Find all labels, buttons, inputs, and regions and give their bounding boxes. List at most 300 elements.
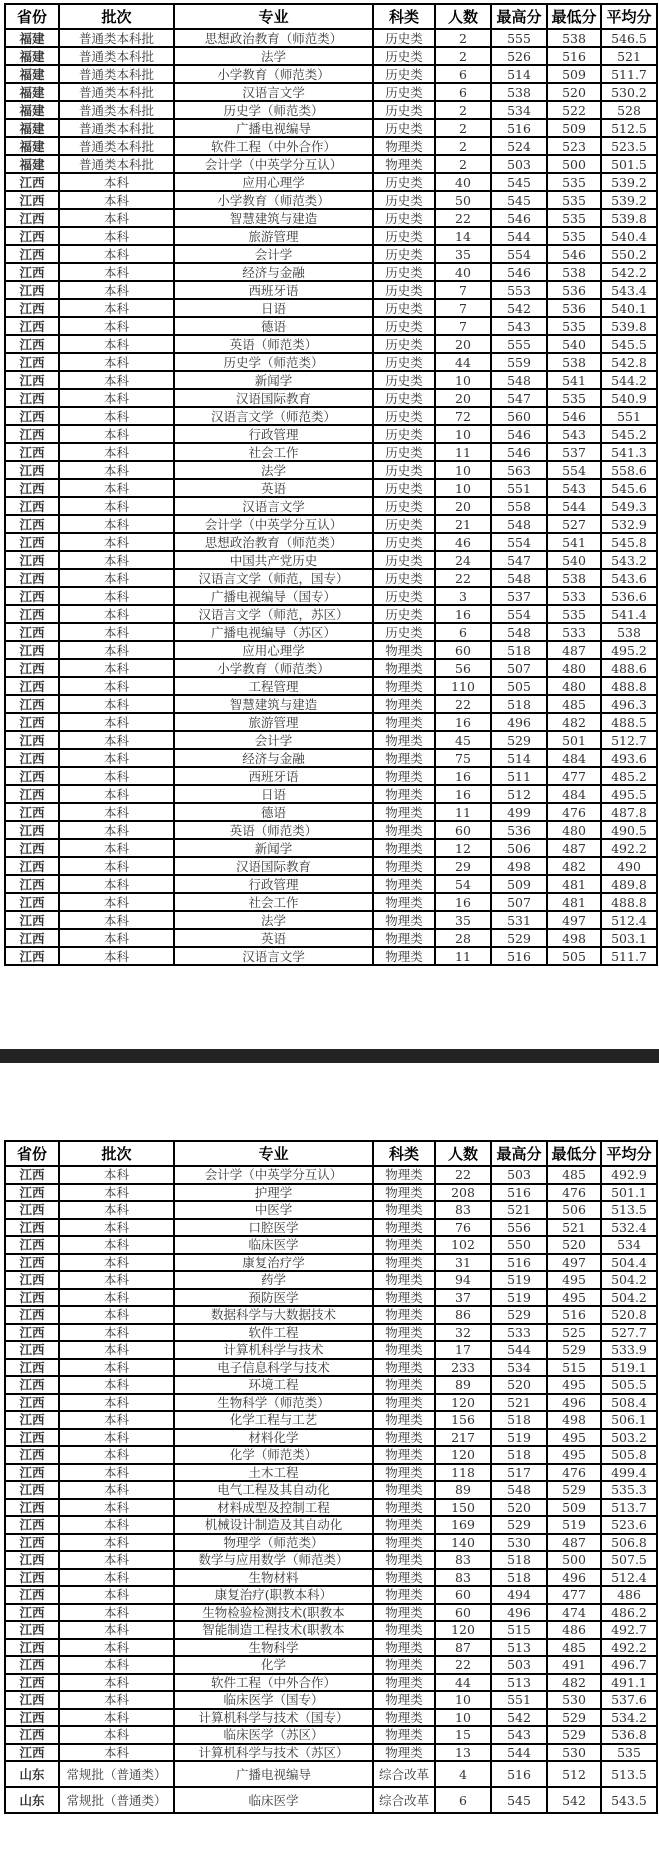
- cell-max-score: 547: [491, 389, 547, 407]
- cell-batch: 本科: [59, 1394, 174, 1412]
- cell-province: 江西: [5, 821, 59, 839]
- cell-province: 江西: [5, 1446, 59, 1464]
- cell-major: 汉语国际教育: [174, 857, 373, 875]
- cell-count: 156: [435, 1411, 491, 1429]
- cell-count: 21: [435, 515, 491, 533]
- cell-subject-type: 物理类: [373, 749, 435, 767]
- column-header-min-score: 最低分: [547, 1141, 601, 1166]
- cell-avg-score: 558.6: [601, 461, 657, 479]
- cell-count: 7: [435, 317, 491, 335]
- cell-batch: 本科: [59, 857, 174, 875]
- table-row: [5, 587, 657, 605]
- cell-count: 13: [435, 1744, 491, 1762]
- cell-province: 江西: [5, 623, 59, 641]
- cell-avg-score: 488.5: [601, 713, 657, 731]
- cell-avg-score: 537.6: [601, 1691, 657, 1709]
- cell-batch: 本科: [59, 1726, 174, 1744]
- cell-max-score: 520: [491, 1499, 547, 1517]
- cell-avg-score: 486.2: [601, 1604, 657, 1622]
- table-row: [5, 1254, 657, 1272]
- cell-avg-score: 512.4: [601, 1569, 657, 1587]
- cell-count: 32: [435, 1324, 491, 1342]
- cell-min-score: 496: [547, 1394, 601, 1412]
- cell-major: 行政管理: [174, 875, 373, 893]
- cell-major: 化学工程与工艺: [174, 1411, 373, 1429]
- cell-batch: 本科: [59, 749, 174, 767]
- cell-count: 233: [435, 1359, 491, 1377]
- cell-min-score: 520: [547, 83, 601, 101]
- table-row: [5, 1411, 657, 1429]
- cell-major: 智慧建筑与建造: [174, 209, 373, 227]
- cell-min-score: 541: [547, 533, 601, 551]
- cell-batch: 本科: [59, 317, 174, 335]
- cell-min-score: 509: [547, 65, 601, 83]
- cell-min-score: 481: [547, 893, 601, 911]
- cell-count: 87: [435, 1639, 491, 1657]
- cell-count: 14: [435, 227, 491, 245]
- column-header-major: 专业: [174, 1141, 373, 1166]
- cell-min-score: 480: [547, 659, 601, 677]
- table-row: [5, 227, 657, 245]
- cell-max-score: 554: [491, 605, 547, 623]
- cell-max-score: 529: [491, 731, 547, 749]
- table-row: [5, 1744, 657, 1762]
- table-row: [5, 1551, 657, 1569]
- cell-min-score: 544: [547, 497, 601, 515]
- cell-max-score: 530: [491, 1534, 547, 1552]
- cell-province: 江西: [5, 1341, 59, 1359]
- cell-count: 7: [435, 299, 491, 317]
- cell-min-score: 484: [547, 749, 601, 767]
- cell-min-score: 476: [547, 803, 601, 821]
- cell-count: 6: [435, 83, 491, 101]
- table-row: [5, 119, 657, 137]
- header-row: [5, 4, 657, 29]
- table-row: [5, 1289, 657, 1307]
- table-row: [5, 1691, 657, 1709]
- cell-count: 20: [435, 497, 491, 515]
- cell-avg-score: 486: [601, 1586, 657, 1604]
- cell-count: 20: [435, 335, 491, 353]
- cell-batch: 本科: [59, 245, 174, 263]
- cell-province: 江西: [5, 605, 59, 623]
- cell-avg-score: 543.4: [601, 281, 657, 299]
- cell-count: 44: [435, 353, 491, 371]
- cell-avg-score: 506.8: [601, 1534, 657, 1552]
- cell-max-score: 526: [491, 47, 547, 65]
- cell-min-score: 529: [547, 1726, 601, 1744]
- cell-avg-score: 488.6: [601, 659, 657, 677]
- cell-max-score: 515: [491, 1621, 547, 1639]
- cell-batch: 本科: [59, 1481, 174, 1499]
- cell-batch: 本科: [59, 641, 174, 659]
- cell-major: 物理学（师范类）: [174, 1534, 373, 1552]
- cell-major: 历史学（师范类）: [174, 101, 373, 119]
- cell-batch: 本科: [59, 173, 174, 191]
- cell-province: 江西: [5, 1306, 59, 1324]
- cell-province: 江西: [5, 1744, 59, 1762]
- cell-count: 10: [435, 1709, 491, 1727]
- cell-batch: 本科: [59, 1604, 174, 1622]
- cell-province: 江西: [5, 353, 59, 371]
- cell-province: 江西: [5, 767, 59, 785]
- column-header-province: 省份: [5, 1141, 59, 1166]
- cell-province: 江西: [5, 551, 59, 569]
- cell-avg-score: 513.5: [601, 1201, 657, 1219]
- cell-min-score: 474: [547, 1604, 601, 1622]
- table-row: [5, 767, 657, 785]
- cell-batch: 本科: [59, 227, 174, 245]
- cell-subject-type: 历史类: [373, 299, 435, 317]
- cell-major: 中国共产党历史: [174, 551, 373, 569]
- cell-subject-type: 物理类: [373, 1201, 435, 1219]
- cell-count: 60: [435, 641, 491, 659]
- cell-batch: 本科: [59, 1411, 174, 1429]
- cell-province: 福建: [5, 119, 59, 137]
- cell-subject-type: 历史类: [373, 623, 435, 641]
- cell-count: 110: [435, 677, 491, 695]
- cell-subject-type: 物理类: [373, 713, 435, 731]
- cell-min-score: 495: [547, 1376, 601, 1394]
- table-row: [5, 1429, 657, 1447]
- cell-count: 140: [435, 1534, 491, 1552]
- cell-subject-type: 物理类: [373, 857, 435, 875]
- cell-count: 11: [435, 947, 491, 965]
- cell-major: 英语（师范类）: [174, 335, 373, 353]
- table-row: [5, 263, 657, 281]
- cell-province: 江西: [5, 335, 59, 353]
- cell-province: 江西: [5, 1639, 59, 1657]
- cell-count: 16: [435, 605, 491, 623]
- cell-batch: 本科: [59, 713, 174, 731]
- cell-batch: 本科: [59, 677, 174, 695]
- cell-avg-score: 543.6: [601, 569, 657, 587]
- cell-province: 江西: [5, 857, 59, 875]
- cell-avg-score: 541.3: [601, 443, 657, 461]
- cell-subject-type: 历史类: [373, 209, 435, 227]
- table-row: [5, 875, 657, 893]
- cell-avg-score: 499.4: [601, 1464, 657, 1482]
- cell-province: 福建: [5, 47, 59, 65]
- cell-max-score: 513: [491, 1639, 547, 1657]
- cell-max-score: 546: [491, 425, 547, 443]
- cell-max-score: 496: [491, 1604, 547, 1622]
- cell-avg-score: 539.2: [601, 191, 657, 209]
- cell-subject-type: 综合改革: [373, 1787, 435, 1813]
- cell-count: 35: [435, 911, 491, 929]
- cell-max-score: 544: [491, 1341, 547, 1359]
- cell-max-score: 518: [491, 1551, 547, 1569]
- cell-count: 89: [435, 1481, 491, 1499]
- cell-subject-type: 物理类: [373, 1656, 435, 1674]
- cell-count: 54: [435, 875, 491, 893]
- cell-avg-score: 504.4: [601, 1254, 657, 1272]
- table-row: [5, 605, 657, 623]
- cell-min-score: 505: [547, 947, 601, 965]
- cell-batch: 本科: [59, 659, 174, 677]
- cell-batch: 本科: [59, 1744, 174, 1762]
- cell-batch: 本科: [59, 1236, 174, 1254]
- cell-max-score: 518: [491, 1446, 547, 1464]
- cell-count: 150: [435, 1499, 491, 1517]
- cell-max-score: 516: [491, 119, 547, 137]
- cell-avg-score: 546.5: [601, 29, 657, 47]
- cell-max-score: 503: [491, 1166, 547, 1184]
- page-divider: [0, 1049, 659, 1063]
- cell-avg-score: 488.8: [601, 893, 657, 911]
- table-row: [5, 785, 657, 803]
- cell-avg-score: 535.3: [601, 1481, 657, 1499]
- cell-max-score: 545: [491, 173, 547, 191]
- table-row: [5, 1761, 657, 1787]
- cell-count: 16: [435, 893, 491, 911]
- cell-min-score: 543: [547, 479, 601, 497]
- cell-subject-type: 物理类: [373, 1359, 435, 1377]
- cell-batch: 常规批（普通类）: [59, 1761, 174, 1787]
- cell-max-score: 534: [491, 101, 547, 119]
- cell-subject-type: 历史类: [373, 425, 435, 443]
- cell-batch: 本科: [59, 1639, 174, 1657]
- cell-major: 生物科学（师范类）: [174, 1394, 373, 1412]
- cell-province: 江西: [5, 443, 59, 461]
- cell-count: 94: [435, 1271, 491, 1289]
- cell-min-score: 509: [547, 119, 601, 137]
- cell-avg-score: 492.9: [601, 1166, 657, 1184]
- cell-avg-score: 530.2: [601, 83, 657, 101]
- table-row: [5, 245, 657, 263]
- cell-count: 86: [435, 1306, 491, 1324]
- cell-batch: 本科: [59, 209, 174, 227]
- cell-subject-type: 历史类: [373, 461, 435, 479]
- cell-max-score: 533: [491, 1324, 547, 1342]
- cell-avg-score: 520.8: [601, 1306, 657, 1324]
- column-header-province: 省份: [5, 4, 59, 29]
- cell-subject-type: 历史类: [373, 497, 435, 515]
- cell-province: 江西: [5, 893, 59, 911]
- cell-subject-type: 物理类: [373, 1709, 435, 1727]
- cell-batch: 本科: [59, 1709, 174, 1727]
- cell-min-score: 519: [547, 1516, 601, 1534]
- cell-province: 江西: [5, 1201, 59, 1219]
- cell-max-score: 551: [491, 479, 547, 497]
- cell-province: 江西: [5, 731, 59, 749]
- cell-avg-score: 506.1: [601, 1411, 657, 1429]
- cell-batch: 本科: [59, 1551, 174, 1569]
- cell-avg-score: 512.4: [601, 911, 657, 929]
- cell-max-score: 507: [491, 659, 547, 677]
- cell-min-score: 481: [547, 875, 601, 893]
- cell-min-score: 497: [547, 911, 601, 929]
- cell-avg-score: 504.2: [601, 1271, 657, 1289]
- cell-subject-type: 历史类: [373, 587, 435, 605]
- cell-avg-score: 542.8: [601, 353, 657, 371]
- cell-max-score: 558: [491, 497, 547, 515]
- cell-min-score: 477: [547, 767, 601, 785]
- table-row: [5, 1464, 657, 1482]
- cell-major: 西班牙语: [174, 767, 373, 785]
- cell-major: 日语: [174, 299, 373, 317]
- cell-count: 22: [435, 1656, 491, 1674]
- cell-province: 江西: [5, 947, 59, 965]
- cell-major: 临床医学: [174, 1787, 373, 1813]
- cell-province: 江西: [5, 1516, 59, 1534]
- cell-count: 28: [435, 929, 491, 947]
- cell-count: 29: [435, 857, 491, 875]
- cell-max-score: 548: [491, 1481, 547, 1499]
- cell-subject-type: 物理类: [373, 137, 435, 155]
- cell-province: 江西: [5, 299, 59, 317]
- cell-avg-score: 487.8: [601, 803, 657, 821]
- cell-major: 电气工程及其自动化: [174, 1481, 373, 1499]
- cell-min-score: 538: [547, 29, 601, 47]
- column-header-count: 人数: [435, 4, 491, 29]
- cell-major: 环境工程: [174, 1376, 373, 1394]
- table-row: [5, 281, 657, 299]
- cell-batch: 本科: [59, 605, 174, 623]
- cell-batch: 普通类本科批: [59, 119, 174, 137]
- table-row: [5, 659, 657, 677]
- cell-batch: 本科: [59, 803, 174, 821]
- cell-min-score: 509: [547, 1499, 601, 1517]
- cell-batch: 本科: [59, 839, 174, 857]
- cell-count: 44: [435, 1674, 491, 1692]
- cell-subject-type: 物理类: [373, 1411, 435, 1429]
- cell-major: 小学教育（师范类）: [174, 191, 373, 209]
- cell-avg-score: 534.2: [601, 1709, 657, 1727]
- cell-batch: 本科: [59, 1464, 174, 1482]
- cell-min-score: 487: [547, 641, 601, 659]
- cell-count: 6: [435, 623, 491, 641]
- cell-subject-type: 历史类: [373, 443, 435, 461]
- cell-min-score: 533: [547, 587, 601, 605]
- cell-batch: 本科: [59, 1586, 174, 1604]
- cell-subject-type: 物理类: [373, 875, 435, 893]
- table-row: [5, 1787, 657, 1813]
- cell-batch: 本科: [59, 1324, 174, 1342]
- cell-avg-score: 523.5: [601, 137, 657, 155]
- cell-subject-type: 物理类: [373, 1306, 435, 1324]
- cell-count: 60: [435, 1586, 491, 1604]
- cell-province: 江西: [5, 479, 59, 497]
- cell-count: 120: [435, 1621, 491, 1639]
- table-row: [5, 209, 657, 227]
- cell-avg-score: 508.4: [601, 1394, 657, 1412]
- cell-subject-type: 历史类: [373, 407, 435, 425]
- cell-batch: 普通类本科批: [59, 101, 174, 119]
- cell-major: 广播电视编导: [174, 119, 373, 137]
- cell-count: 76: [435, 1219, 491, 1237]
- cell-province: 江西: [5, 929, 59, 947]
- table-row: [5, 83, 657, 101]
- cell-batch: 本科: [59, 1201, 174, 1219]
- cell-avg-score: 489.8: [601, 875, 657, 893]
- table-row: [5, 641, 657, 659]
- cell-count: 83: [435, 1569, 491, 1587]
- cell-batch: 本科: [59, 1656, 174, 1674]
- cell-province: 山东: [5, 1761, 59, 1787]
- cell-batch: 本科: [59, 425, 174, 443]
- cell-major: 英语: [174, 929, 373, 947]
- cell-max-score: 521: [491, 1201, 547, 1219]
- cell-major: 新闻学: [174, 839, 373, 857]
- cell-max-score: 560: [491, 407, 547, 425]
- column-header-major: 专业: [174, 4, 373, 29]
- cell-max-score: 518: [491, 1569, 547, 1587]
- cell-avg-score: 540.4: [601, 227, 657, 245]
- cell-count: 12: [435, 839, 491, 857]
- cell-subject-type: 物理类: [373, 1184, 435, 1202]
- cell-max-score: 548: [491, 371, 547, 389]
- cell-min-score: 498: [547, 1411, 601, 1429]
- cell-max-score: 563: [491, 461, 547, 479]
- cell-count: 75: [435, 749, 491, 767]
- cell-count: 83: [435, 1201, 491, 1219]
- table-row: [5, 1306, 657, 1324]
- cell-avg-score: 496.7: [601, 1656, 657, 1674]
- cell-province: 江西: [5, 1359, 59, 1377]
- cell-batch: 本科: [59, 353, 174, 371]
- cell-min-score: 480: [547, 821, 601, 839]
- cell-max-score: 545: [491, 1787, 547, 1813]
- cell-batch: 本科: [59, 767, 174, 785]
- cell-major: 小学教育（师范类）: [174, 659, 373, 677]
- table-row: [5, 101, 657, 119]
- cell-avg-score: 490: [601, 857, 657, 875]
- cell-min-score: 546: [547, 407, 601, 425]
- cell-count: 217: [435, 1429, 491, 1447]
- table-row: [5, 1359, 657, 1377]
- table-row: [5, 1394, 657, 1412]
- cell-subject-type: 物理类: [373, 1516, 435, 1534]
- cell-max-score: 512: [491, 785, 547, 803]
- cell-max-score: 516: [491, 947, 547, 965]
- cell-major: 智慧建筑与建造: [174, 695, 373, 713]
- cell-count: 10: [435, 461, 491, 479]
- cell-min-score: 537: [547, 443, 601, 461]
- table-row: [5, 1516, 657, 1534]
- cell-subject-type: 历史类: [373, 479, 435, 497]
- cell-major: 数学与应用数学（师范类）: [174, 1551, 373, 1569]
- cell-province: 江西: [5, 209, 59, 227]
- cell-batch: 本科: [59, 569, 174, 587]
- cell-major: 药学: [174, 1271, 373, 1289]
- cell-province: 江西: [5, 1254, 59, 1272]
- cell-major: 汉语言文学（师范，苏区）: [174, 605, 373, 623]
- cell-major: 应用心理学: [174, 173, 373, 191]
- cell-batch: 本科: [59, 623, 174, 641]
- cell-batch: 本科: [59, 1306, 174, 1324]
- cell-max-score: 519: [491, 1271, 547, 1289]
- column-header-count: 人数: [435, 1141, 491, 1166]
- cell-count: 37: [435, 1289, 491, 1307]
- table-row: [5, 335, 657, 353]
- table-row: [5, 173, 657, 191]
- cell-max-score: 534: [491, 1359, 547, 1377]
- cell-min-score: 500: [547, 1551, 601, 1569]
- cell-min-score: 477: [547, 1586, 601, 1604]
- cell-subject-type: 历史类: [373, 605, 435, 623]
- cell-subject-type: 物理类: [373, 659, 435, 677]
- cell-major: 会计学（中英学分互认）: [174, 155, 373, 173]
- cell-batch: 本科: [59, 263, 174, 281]
- cell-major: 机械设计制造及其自动化: [174, 1516, 373, 1534]
- cell-subject-type: 物理类: [373, 1481, 435, 1499]
- cell-batch: 本科: [59, 389, 174, 407]
- cell-subject-type: 物理类: [373, 1219, 435, 1237]
- cell-max-score: 520: [491, 1376, 547, 1394]
- cell-max-score: 550: [491, 1236, 547, 1254]
- cell-major: 工程管理: [174, 677, 373, 695]
